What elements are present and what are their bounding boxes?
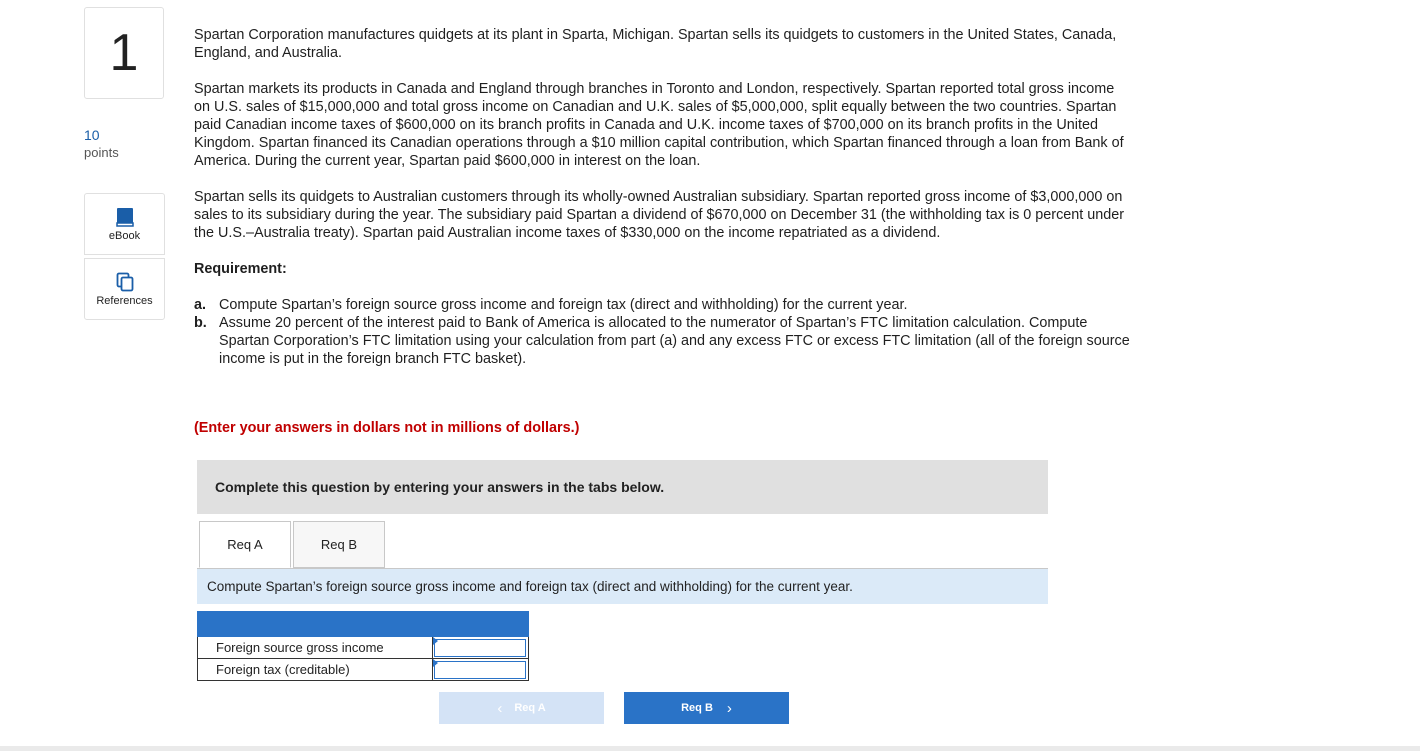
complete-instruction-text: Complete this question by entering your answers in the tabs below.	[215, 479, 665, 495]
references-label: References	[96, 295, 153, 307]
points-info	[84, 127, 119, 161]
requirement-heading: Requirement:	[194, 261, 287, 277]
requirement-a-text: Compute Spartan’s foreign source gross income and foreign tax (direct and withholding) for the current year.	[219, 297, 908, 313]
references-button[interactable]	[84, 258, 165, 320]
tab-instruction	[197, 569, 1048, 604]
table-row	[198, 637, 529, 659]
foreign-tax-input[interactable]	[434, 661, 526, 679]
chevron-right-icon: ›	[726, 699, 732, 717]
book-icon	[116, 207, 134, 227]
answer-table-header-cell	[198, 612, 529, 637]
gross-income-input[interactable]	[434, 639, 526, 657]
question-content	[194, 26, 1134, 386]
row-label-foreign-tax: Foreign tax (creditable)	[198, 659, 433, 681]
input-indicator-icon	[433, 659, 438, 667]
gross-income-cell	[432, 637, 528, 659]
input-indicator-icon	[433, 637, 438, 645]
requirement-a-letter: a.	[194, 297, 207, 313]
page-bottom-border	[0, 746, 1420, 751]
points-label: points	[84, 145, 119, 160]
ebook-button[interactable]	[84, 193, 165, 255]
prev-req-label: Req A	[514, 702, 546, 714]
requirement-a	[194, 296, 1134, 314]
requirement-list	[194, 296, 1134, 368]
next-req-button[interactable]	[624, 692, 789, 724]
paragraph-1: Spartan Corporation manufactures quidgets at its plant in Sparta, Michigan. Spartan sells its quidgets to customers in the United States, Canada, England, and Australia.	[194, 27, 1117, 61]
tab-req-b[interactable]: Req B	[293, 521, 385, 568]
copy-icon	[116, 272, 134, 292]
tab-instruction-text: Compute Spartan’s foreign source gross income and foreign tax (direct and withholding) for the current year.	[207, 579, 853, 594]
paragraph-3: Spartan sells its quidgets to Australian customers through its wholly-owned Australian subsidiary. Spartan reported gross income of $3,000,000 on sales to its subsidiary during the year. The subsidiary paid Spartan a dividend of $670,000 on December 31 (the withholding tax is 0 percent under the U.S.–Australia treaty). Spartan paid Australian income taxes of $330,000 on the income repatriated as a dividend.	[194, 189, 1125, 241]
prev-req-button[interactable]	[439, 692, 604, 724]
tab-req-a[interactable]: Req A	[199, 521, 291, 568]
answer-table	[197, 611, 529, 681]
table-row	[198, 659, 529, 681]
complete-instruction-bar	[197, 460, 1048, 514]
foreign-tax-cell	[432, 659, 528, 681]
points-value: 10	[84, 127, 100, 143]
requirement-b-letter: b.	[194, 315, 207, 331]
row-label-gross-income: Foreign source gross income	[198, 637, 433, 659]
answer-table-header	[198, 612, 529, 637]
paragraph-2: Spartan markets its products in Canada and England through branches in Toronto and London, respectively. Spartan reported total gross income on U.S. sales of $15,000,000 and total gross income on Canadian and U.K. sales of $5,000,000, split equally between the two countries. Spartan paid Canadian income taxes of $600,000 on its branch profits in Canada and U.K. income taxes of $700,000 on its branch profits in the United Kingdom. Spartan financed its Canadian operations through a $10 million capital contribution, which Spartan financed through a loan from Bank of America. During the current year, Spartan paid $600,000 in interest on the loan.	[194, 81, 1124, 169]
requirement-b-text: Assume 20 percent of the interest paid to Bank of America is allocated to the numerator of Spartan’s FTC limitation calculation. Compute Spartan Corporation’s FTC limitation using your calculation from part (a) and any excess FTC or excess FTC limitation (all of the foreign source income is put in the foreign branch FTC basket).	[219, 315, 1130, 367]
next-req-label: Req B	[681, 702, 713, 714]
requirement-b	[194, 314, 1134, 368]
requirement-tabs	[199, 521, 385, 568]
answer-format-note: (Enter your answers in dollars not in millions of dollars.)	[194, 420, 580, 436]
question-number: 1	[84, 7, 164, 99]
chevron-left-icon: ‹	[497, 699, 503, 717]
ebook-label: eBook	[108, 230, 141, 242]
